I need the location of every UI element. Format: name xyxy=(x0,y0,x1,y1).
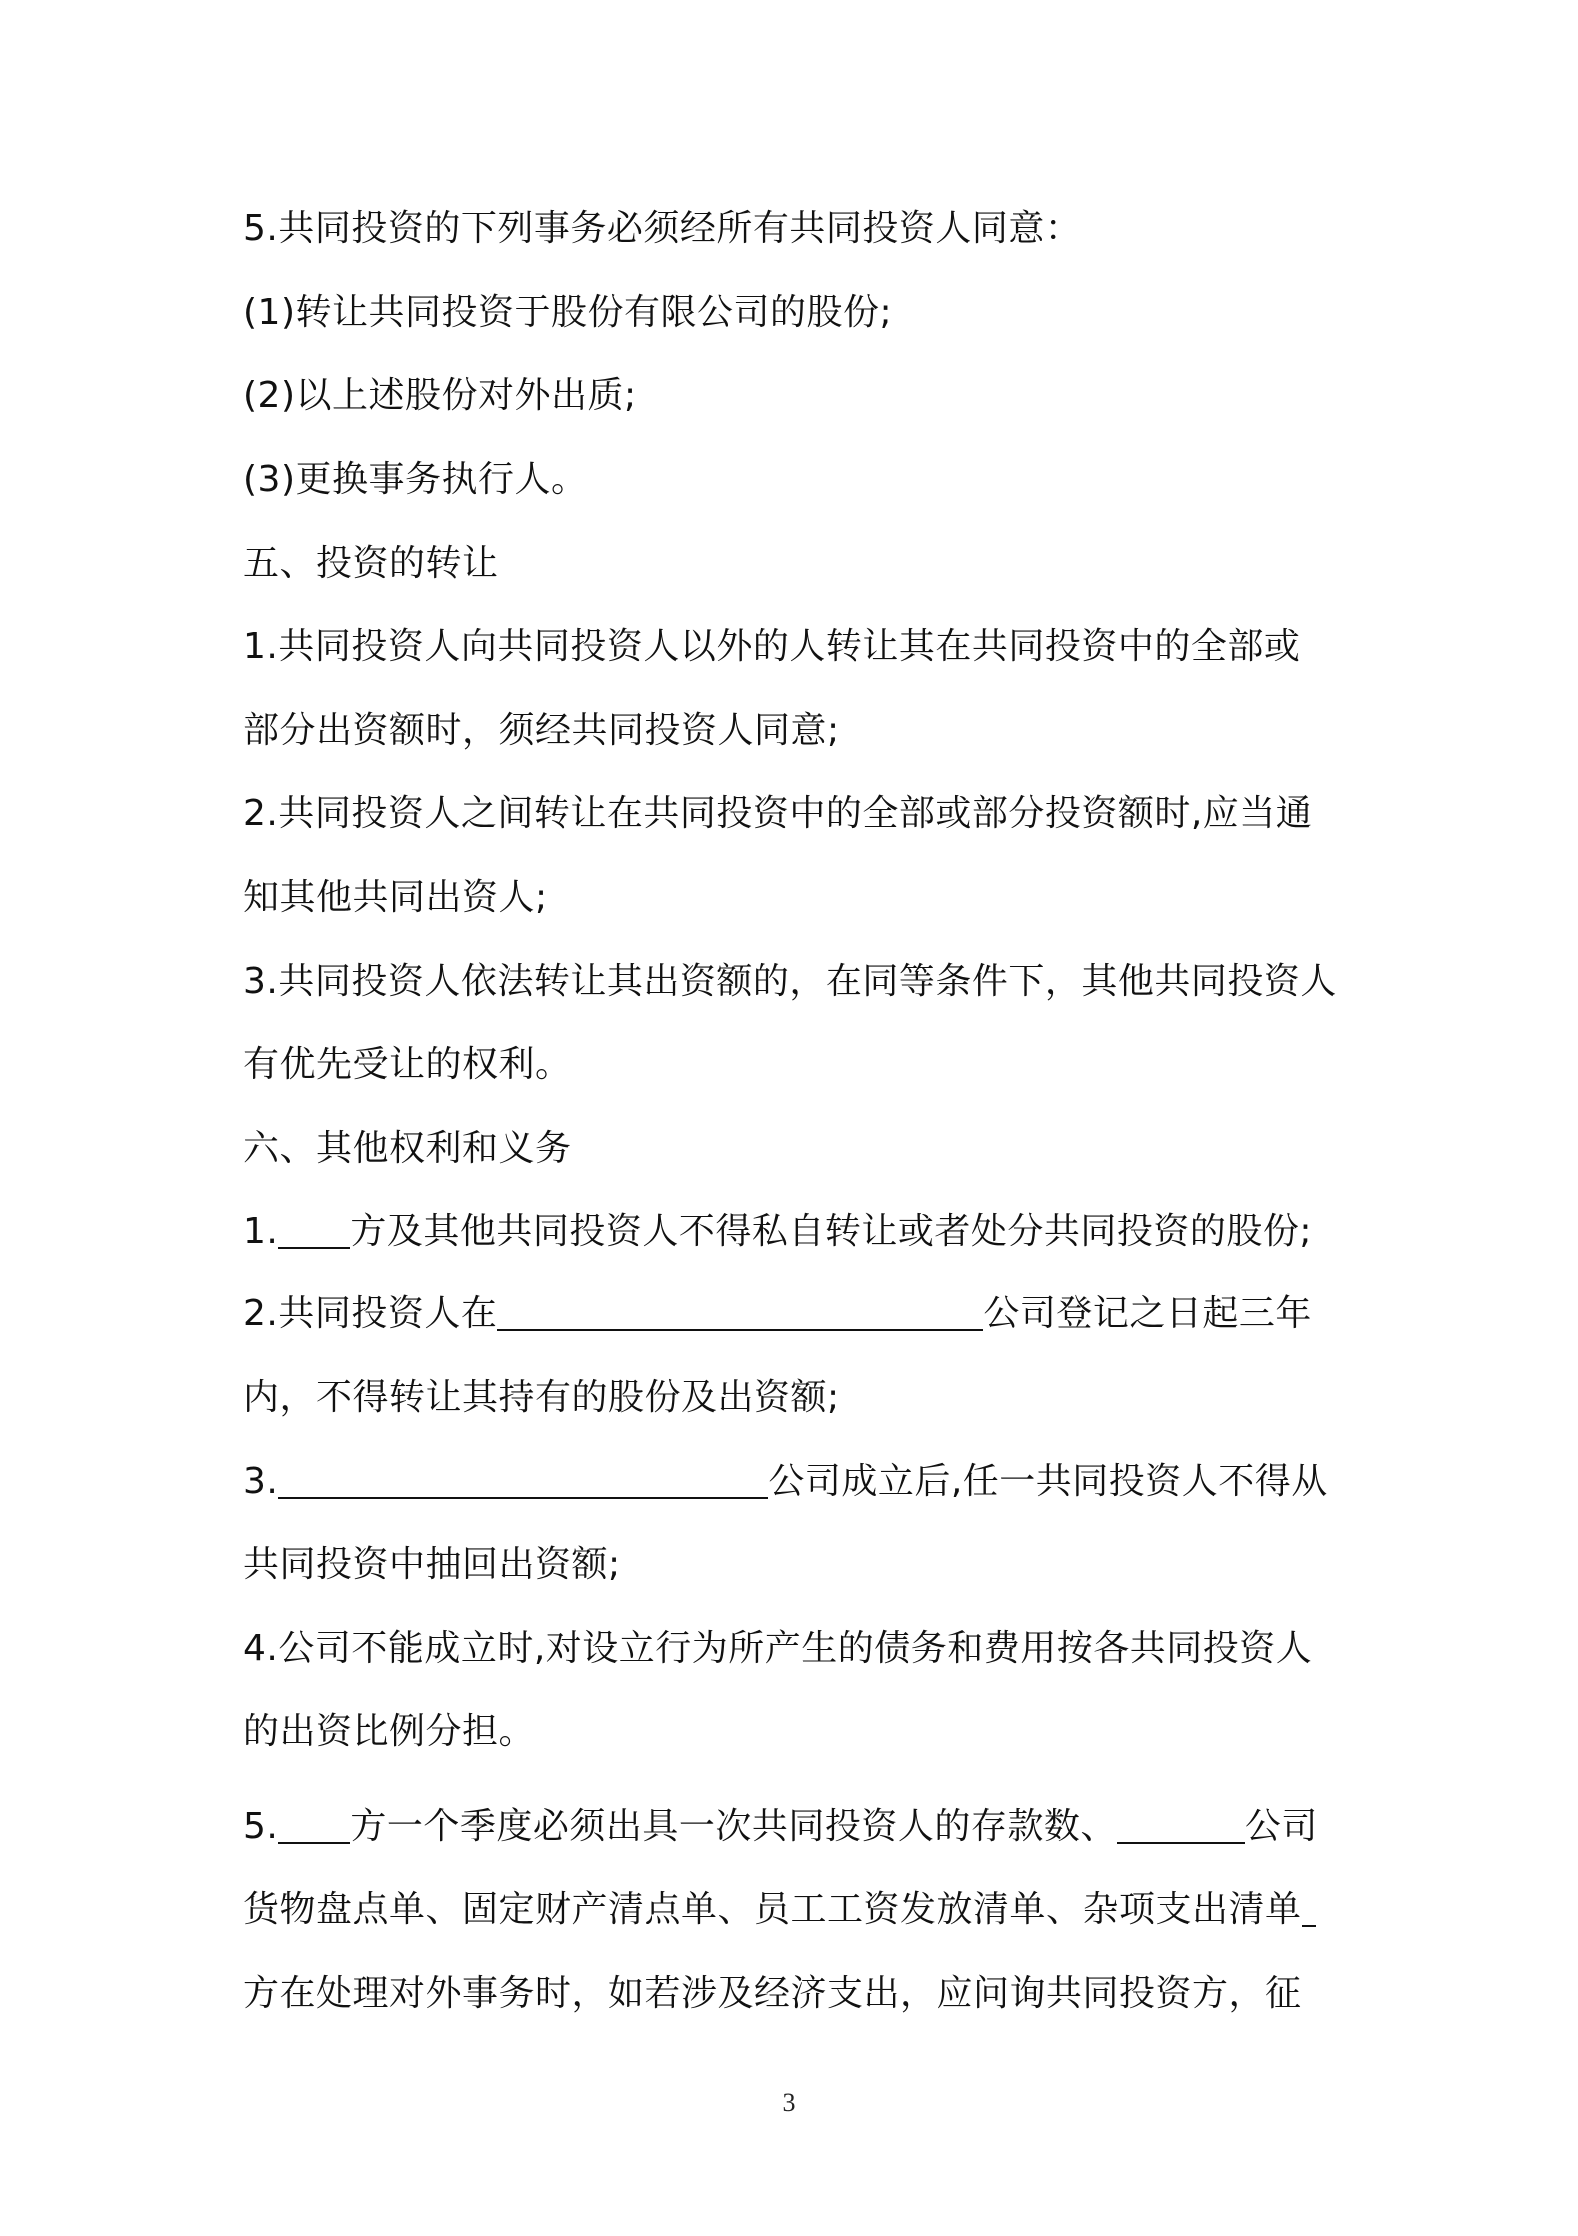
section-6-clause-2-line-2: 内，不得转让其持有的股份及出资额; xyxy=(243,1377,840,1418)
page-number: 3 xyxy=(782,2088,796,2117)
section-6-clause-4-line-1: 4.公司不能成立时,对设立行为所产生的债务和费用按各共同投资人 xyxy=(243,1628,1313,1669)
section-5-clause-3-line-2: 有优先受让的权利。 xyxy=(243,1044,572,1085)
clause-number: 3. xyxy=(243,1461,279,1502)
clause-text: 方及其他共同投资人不得私自转让或者处分共同投资的股份; xyxy=(350,1211,1312,1252)
section-5-heading: 五、投资的转让 xyxy=(243,543,499,584)
clause-text: 方一个季度必须出具一次共同投资人的存款数、 xyxy=(350,1806,1117,1847)
clause-5-item-3: (3)更换事务执行人。 xyxy=(243,459,588,500)
section-5-clause-3-line-1: 3.共同投资人依法转让其出资额的，在同等条件下，其他共同投资人 xyxy=(243,961,1337,1002)
section-5-clause-2-line-1: 2.共同投资人之间转让在共同投资中的全部或部分投资额时,应当通 xyxy=(243,793,1313,834)
fill-in-blank[interactable] xyxy=(278,1467,768,1499)
clause-5-item-2: (2)以上述股份对外出质; xyxy=(243,375,637,416)
section-6-clause-2-line-1 xyxy=(243,1294,1312,1334)
section-6-clause-1 xyxy=(243,1212,1312,1252)
clause-text: 公司登记之日起三年 xyxy=(983,1293,1312,1334)
section-5-clause-2-line-2: 知其他共同出资人; xyxy=(243,877,548,918)
section-6-clause-3-line-1 xyxy=(243,1462,1328,1502)
fill-in-blank[interactable] xyxy=(497,1299,983,1331)
section-6-clause-5-line-1 xyxy=(243,1807,1318,1847)
clause-text: 公司 xyxy=(1244,1806,1318,1847)
clause-text: 货物盘点单、固定财产清点单、员工工资发放清单、杂项支出清单 xyxy=(243,1889,1302,1930)
fill-in-blank[interactable] xyxy=(1117,1812,1245,1844)
section-5-clause-1-line-1: 1.共同投资人向共同投资人以外的人转让其在共同投资中的全部或 xyxy=(243,626,1301,667)
fill-in-blank[interactable] xyxy=(278,1812,350,1844)
clause-number: 1. xyxy=(243,1211,279,1252)
fill-in-blank[interactable] xyxy=(1302,1895,1316,1927)
clause-number: 5. xyxy=(243,1806,279,1847)
section-6-clause-5-line-3: 方在处理对外事务时，如若涉及经济支出，应问询共同投资方，征 xyxy=(243,1973,1302,2014)
section-6-heading: 六、其他权利和义务 xyxy=(243,1128,572,1169)
clause-text: 2.共同投资人在 xyxy=(243,1293,498,1334)
section-6-clause-5-line-2 xyxy=(243,1890,1316,1930)
section-5-clause-1-line-2: 部分出资额时，须经共同投资人同意; xyxy=(243,710,840,751)
clause-5-heading: 5.共同投资的下列事务必须经所有共同投资人同意： xyxy=(243,208,1082,249)
clause-5-item-1: (1)转让共同投资于股份有限公司的股份; xyxy=(243,292,893,333)
clause-text: 公司成立后,任一共同投资人不得从 xyxy=(768,1461,1328,1502)
section-6-clause-3-line-2: 共同投资中抽回出资额; xyxy=(243,1544,621,1585)
fill-in-blank[interactable] xyxy=(278,1217,350,1249)
section-6-clause-4-line-2: 的出资比例分担。 xyxy=(243,1711,536,1752)
